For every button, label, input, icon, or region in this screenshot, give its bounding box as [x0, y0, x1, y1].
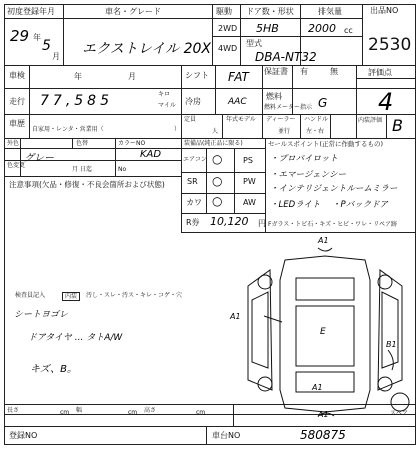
interior-rating-label: 内装評価 [358, 117, 383, 124]
mark-a1-left: A1 [230, 312, 241, 321]
capacity-label: 定員 [184, 116, 197, 123]
model-value: エクストレイル 20X [82, 41, 212, 57]
drive-label: 駆動 [216, 7, 232, 16]
dealer-label: ディーラー [266, 116, 296, 123]
r-ticket-unit: 円 [258, 219, 266, 228]
inspector-interior-tag: 内装 [62, 292, 80, 301]
exhaust-value: 2000 [308, 22, 336, 35]
color-change-no: No [118, 166, 127, 173]
equip-ps-label: PS [243, 156, 253, 165]
reg-no-label: 登録NO [9, 431, 38, 440]
height-label: 高さ [144, 407, 157, 414]
sales-point-1: ・プロパイロット [270, 154, 338, 164]
shaken-year: 年 [74, 72, 82, 81]
sales-point-4: ・LEDライト [270, 200, 321, 210]
ac-label: 冷房 [185, 97, 201, 106]
note-label: 注意事項(欠品・修復・不良会箇所および状態) [9, 180, 165, 189]
mark-b1-right: B1 [386, 340, 397, 349]
dealer-sub: 並行 [278, 128, 291, 135]
equip-aw-label: AW [243, 198, 256, 207]
door-label: ドア数・形状 [246, 7, 294, 16]
color-no-value: KAD [140, 149, 162, 160]
history-label: 車歴 [9, 119, 25, 128]
equip-aircon-check: ○ [212, 152, 223, 166]
r-ticket-label: R券 [186, 218, 200, 227]
drive-2wd: 2WD [218, 24, 238, 33]
mileage-unit-km: キロ [158, 91, 171, 98]
equip-leather-label: カワ [186, 198, 202, 207]
exhaust-label: 排気量 [318, 7, 342, 16]
color-change-date: 月 日迄 [72, 166, 92, 173]
equip-sr-label: SR [187, 177, 198, 186]
shaken-label: 車検 [9, 71, 25, 80]
door-value: 5HB [256, 22, 279, 35]
model-label: 車名・グレード [105, 7, 161, 16]
width-label: 幅 [76, 407, 83, 414]
type-label: 型式 [246, 39, 262, 48]
handle-label: ハンドル [304, 116, 329, 123]
spare-label: スペア [390, 410, 409, 417]
color-change-label: 色変更 [7, 162, 26, 169]
length-unit: cm [60, 409, 70, 416]
reg-month-unit: 月 [52, 52, 60, 61]
length-label: 長さ [7, 407, 20, 414]
mark-a1-bottom: A1 [312, 383, 323, 392]
equipment-title: 装備品(純正品に限る) [184, 140, 243, 147]
lot-number: 2530 [368, 35, 412, 55]
warranty-label: 保証書 [264, 67, 288, 76]
inspector-tags: 汚し・スレ・汚ス・キレ・コゲ・穴 [86, 292, 182, 299]
rating-label: 評価点 [368, 68, 392, 77]
color-value: グレー [24, 153, 54, 164]
fuel-value: G [318, 96, 328, 110]
color-label: 色替 [76, 140, 89, 147]
warranty-no: 無 [330, 67, 338, 76]
mark-a1-bottom-2: A1 [318, 410, 329, 419]
inspector-note-1: シートヨゴレ [14, 310, 69, 320]
r-ticket-value: 10,120 [210, 215, 249, 228]
equip-pw-label: PW [243, 177, 256, 186]
reg-month-value: 5 [42, 38, 51, 54]
equip-aircon-label: エアコン [183, 156, 207, 163]
new-model-label: 年式モデル [226, 116, 256, 123]
ac-value: AAC [228, 97, 247, 107]
mileage-unit-mile: マイル [158, 102, 176, 109]
sales-point-5: ・Pバックドア [332, 200, 388, 210]
inspector-note-2: ドアタイヤ ... タトA/W [28, 333, 123, 343]
color-outer-label: 外色 [7, 140, 20, 147]
reg-year-unit: 年 [33, 33, 41, 42]
drive-4wd: 4WD [218, 44, 238, 53]
shaken-month: 月 [128, 72, 136, 81]
shift-value: FAT [228, 70, 249, 84]
shift-label: シフト [185, 71, 209, 80]
history-sub-end: ） [174, 126, 181, 133]
capacity-unit: 人 [212, 128, 219, 135]
mark-a1-top: A1 [318, 236, 329, 245]
equip-sr-check: ○ [212, 174, 223, 188]
reg-year-value: 29 [10, 27, 30, 45]
chassis-no-value: 580875 [300, 428, 346, 442]
mileage-value: 77,585 [40, 93, 113, 109]
inspector-note-3: キズ、B。 [30, 364, 77, 375]
history-sub: 自家用・レンタ・営業用（ [32, 126, 104, 133]
handle-options: 左・右 [306, 128, 325, 135]
fuel-label: 燃料 [266, 92, 282, 101]
mileage-label: 走行 [9, 97, 25, 106]
color-no-label: カラーNO [118, 140, 146, 147]
mark-center: E [320, 327, 326, 337]
exhaust-unit: cc [344, 26, 353, 35]
height-unit: cm [196, 409, 206, 416]
warranty-yes: 有 [300, 67, 308, 76]
sales-point-2: ・エマージェンシー [270, 170, 346, 180]
inspector-label: 検査員記入 [15, 292, 46, 299]
first-reg-label: 初度登録年月 [7, 7, 55, 16]
type-value: DBA-NT32 [255, 50, 317, 64]
sales-points-title: セールスポイント(正常に作動するもの) [268, 140, 383, 148]
rating-value: 4 [378, 88, 394, 116]
fuel-sub: 燃料メーター指示 [264, 104, 313, 111]
interior-rating-value: B [392, 116, 403, 135]
chassis-no-label: 車台NO [212, 431, 241, 440]
sales-points-footer: Fガラス・トビ石・キズ・ヒビ・ワレ・リペア跡 [268, 221, 398, 228]
lot-label: 出品NO [370, 6, 399, 15]
width-unit: cm [128, 409, 138, 416]
equip-aw-check: ○ [212, 194, 223, 208]
sales-point-3: ・インテリジェントルームミラー [270, 184, 398, 194]
